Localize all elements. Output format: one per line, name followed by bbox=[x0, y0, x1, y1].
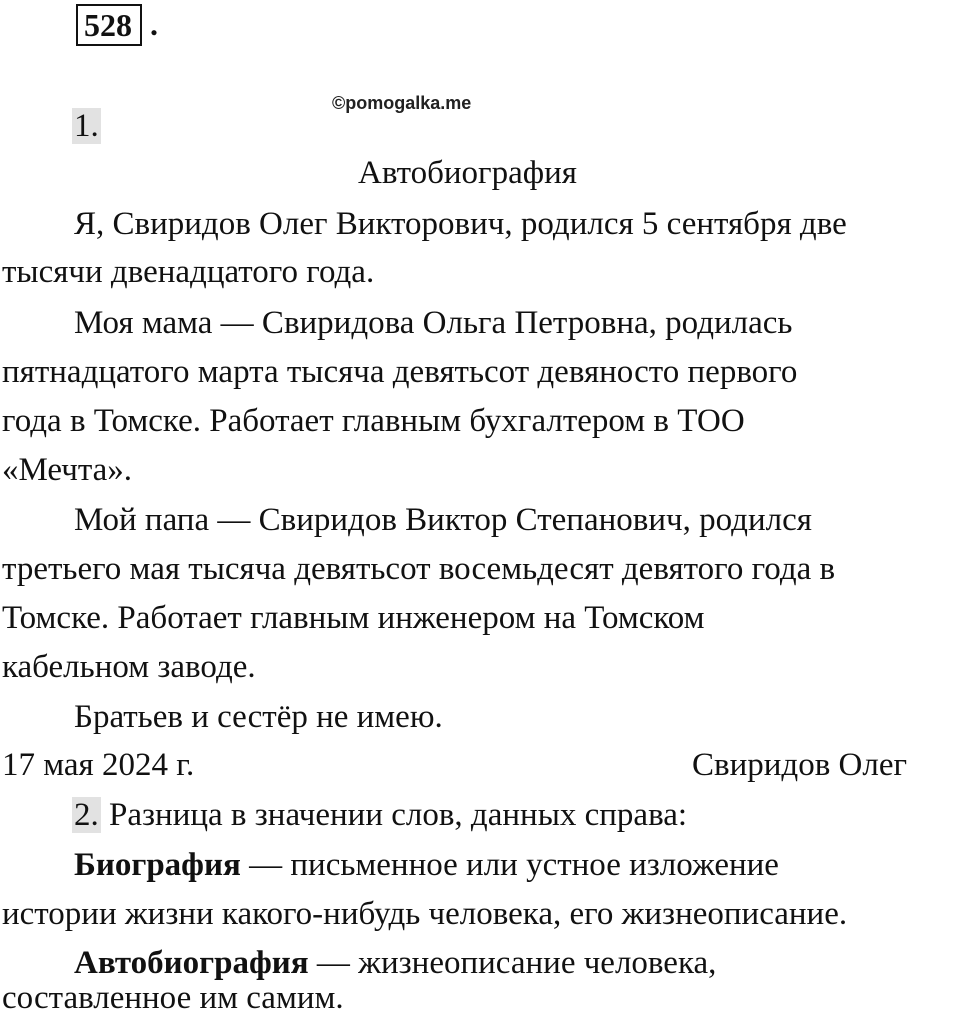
term-autobiography: Автобиография bbox=[74, 945, 309, 981]
definition-autobiography bbox=[74, 944, 716, 982]
part1-marker-label: 1. bbox=[74, 108, 99, 144]
text-line-3: Моя мама — Свиридова Ольга Петровна, родилась bbox=[74, 305, 793, 341]
definition-autobiography-cont: составленное им самим. bbox=[2, 980, 344, 1016]
definition-autobiography-text: — жизнеописание человека, bbox=[308, 945, 717, 981]
definition-biography-cont: истории жизни какого-нибудь человека, его жизнеописание. bbox=[2, 896, 848, 932]
part1-marker bbox=[72, 107, 101, 145]
part2-marker: 2. bbox=[74, 797, 99, 833]
autobiography-title: Автобиография bbox=[358, 155, 577, 191]
definition-biography-text: — письменное или устное изложение bbox=[240, 847, 779, 883]
text-line-2: тысячи двенадцатого года. bbox=[2, 254, 375, 290]
part2-intro-text: Разница в значении слов, данных справа: bbox=[100, 797, 688, 833]
exercise-number: 528 bbox=[76, 4, 142, 46]
text-line-5: года в Томске. Работает главным бухгалтером в ТОО bbox=[2, 403, 745, 439]
text-line-6: «Мечта». bbox=[2, 452, 133, 488]
letter-signature: Свиридов Олег bbox=[692, 747, 908, 783]
letter-date: 17 мая 2024 г. bbox=[2, 747, 195, 783]
part2-intro bbox=[72, 796, 687, 834]
text-line-7: Мой папа — Свиридов Виктор Степанович, родился bbox=[74, 502, 812, 538]
exercise-number-dot: . bbox=[150, 6, 158, 42]
text-line-1: Я, Свиридов Олег Викторович, родился 5 сентября две bbox=[74, 206, 847, 242]
definition-biography bbox=[74, 846, 779, 884]
text-line-10: кабельном заводе. bbox=[2, 649, 256, 685]
text-line-9: Томске. Работает главным инженером на Томском bbox=[2, 600, 705, 636]
text-line-8: третьего мая тысяча девятьсот восемьдесят девятого года в bbox=[2, 551, 836, 587]
term-biography: Биография bbox=[74, 847, 241, 883]
text-line-11: Братьев и сестёр не имею. bbox=[74, 699, 443, 735]
watermark: ©pomogalka.me bbox=[332, 93, 472, 113]
text-line-4: пятнадцатого марта тысяча девятьсот девяносто первого bbox=[2, 354, 798, 390]
